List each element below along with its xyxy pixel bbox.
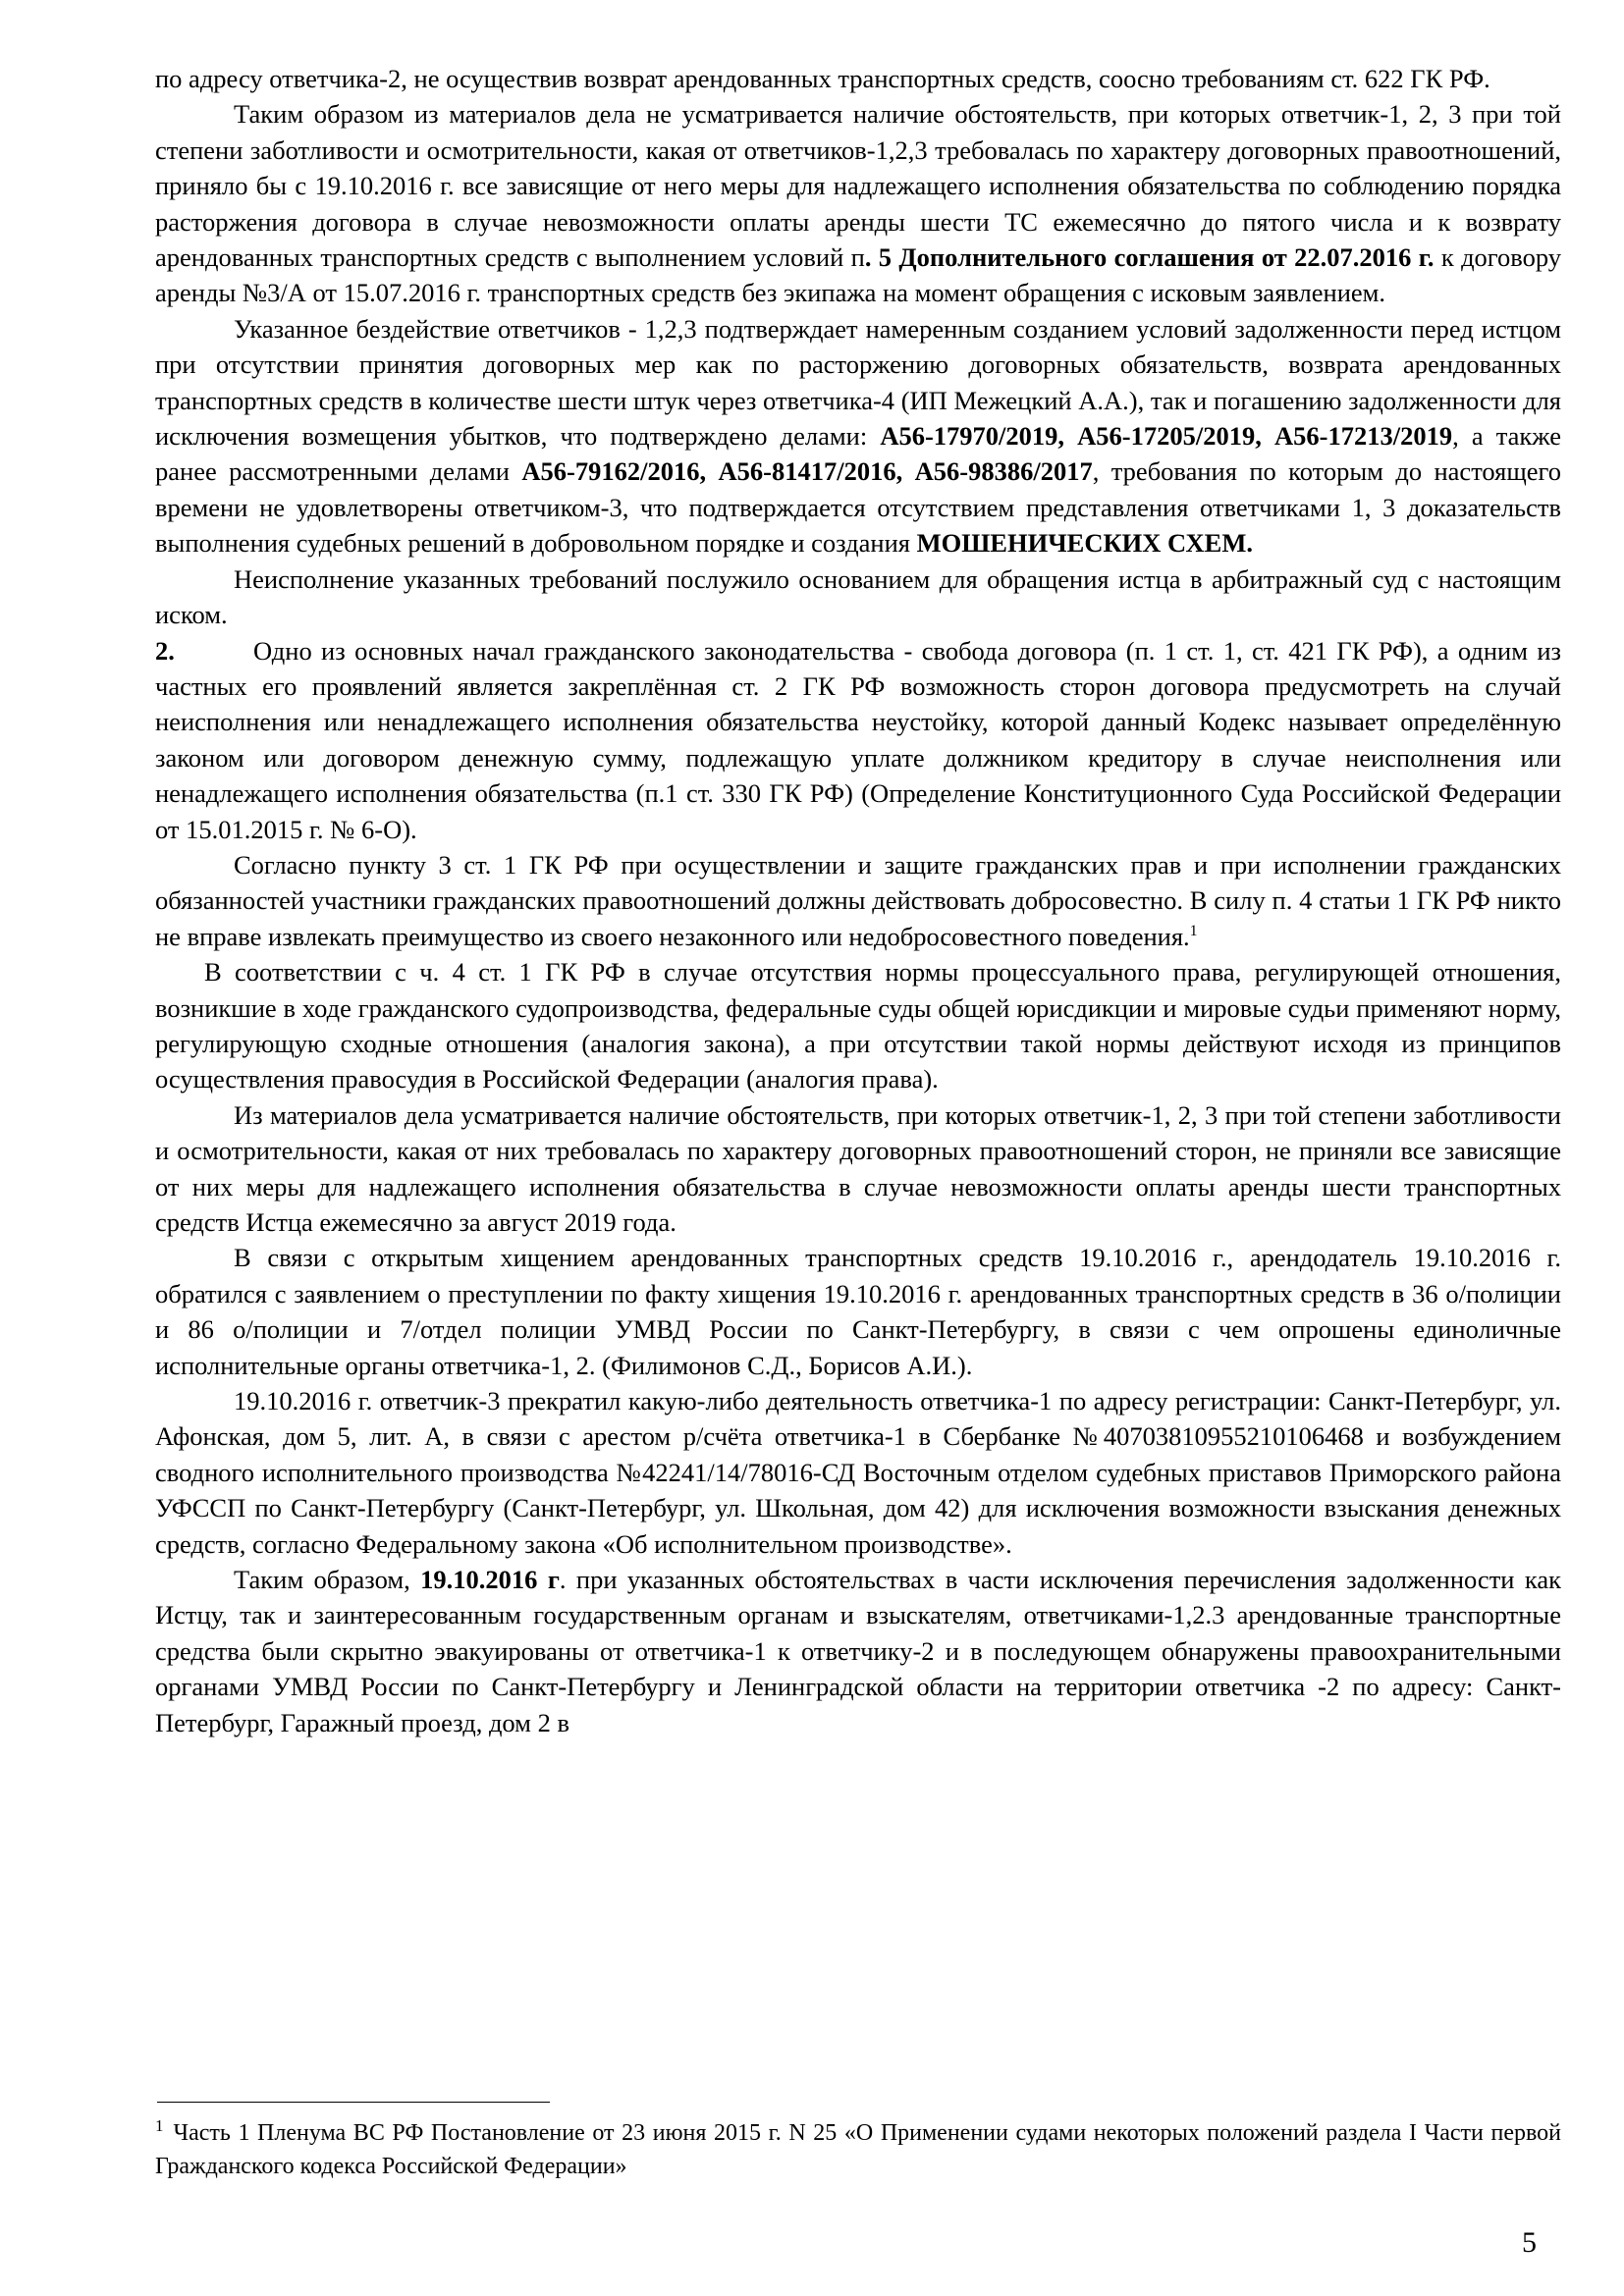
paragraph-text: Таким образом,: [234, 1565, 421, 1595]
paragraph: [155, 61, 1561, 96]
bold-emphasis: МОШЕНИЧЕСКИХ СХЕМ.: [916, 528, 1253, 559]
paragraph: [155, 954, 1561, 1097]
paragraph-text: . при указанных обстоятельствах в части исключения перечисления задолженности как Истцу, так и заинтересованным государственным органам и взыскателям, ответчиками-1,2.3 арендованные транспортные средства были скрытно эвакуированы от ответчика-1 к ответчику-2 и в последующем обнаружены правоохранительными органами УМВД России по Санкт-Петербургу и Ленинградской области на территории ответчика -2 по адресу: Санкт-Петербург, Гаражный проезд, дом 2 в: [155, 1565, 1561, 1737]
page-number: 5: [1522, 2226, 1537, 2259]
footnote: [155, 2116, 1561, 2183]
footnote-reference: 1: [1189, 922, 1198, 939]
paragraph-text: по адресу ответчика-2, не осуществив возврат арендованных транспортных средств, соосно требованиям ст. 622 ГК РФ.: [155, 64, 1490, 93]
paragraph-text: Из материалов дела усматривается наличие обстоятельств, при которых ответчик-1, 2, 3 при той степени заботливости и осмотрительности, какая от них требовалась по характеру договорных правоотношений сторон, не приняли все зависящие от них меры для надлежащего исполнения обязательства в случае невозможности оплаты аренды шести транспортных средств Истца ежемесячно за август 2019 года.: [155, 1099, 1561, 1237]
body-text: [155, 61, 1561, 1740]
paragraph-text: Указанное бездействие ответчиков - 1,2,3 подтверждает намеренным созданием условий задолженности перед истцом при отсутствии принятия договорных мер как по расторжению договорных обязательств, возврата арендованных транспортных средств в количестве шести штук через ответчика-4 (ИП Межецкий А.А.), так и погашению задолженности для исключения возмещения убытков, что подтверждено делами:: [155, 313, 1561, 452]
paragraph-text: 19.10.2016 г. ответчик-3 прекратил какую-либо деятельность ответчика-1 по адресу регистрации: Санкт-Петербург, ул. Афонская, дом 5, лит. А, в связи с арестом р/счёта ответчика-1 в Сбербанке №40703810955210106468 и возбуждением сводного исполнительного производства №42241/14/78016-СД Восточным отделом судебных приставов Приморского района УФССП по Санкт-Петербургу (Санкт-Петербург, ул. Школьная, дом 42) для исключения возможности взыскания денежных средств, согласно Федеральному закона «Об исполнительном производстве».: [155, 1386, 1561, 1559]
paragraph: [155, 561, 1561, 633]
bold-reference: . 5 Дополнительного соглашения от 22.07.2016 г.: [864, 242, 1435, 273]
paragraph: [155, 1097, 1561, 1241]
paragraph-text: В связи с открытым хищением арендованных транспортных средств 19.10.2016 г., арендодатель 19.10.2016 г. обратился с заявлением о преступлении по факту хищения 19.10.2016 г. арендованных транспортных средств в 36 о/полиции и 86 о/полиции и 7/отдел полиции УМВД России по Санкт-Петербургу, в связи с чем опрошены единоличные исполнительные органы ответчика-1, 2. (Филимонов С.Д., Борисов А.И.).: [155, 1243, 1561, 1380]
case-numbers: А56-17970/2019, А56-17205/2019, А56-17213/2019: [880, 421, 1453, 452]
numbered-paragraph: [155, 633, 1561, 847]
paragraph-text: , требования по которым до настоящего времени не удовлетворены ответчиком-3, что подтверждается отсутствием представления ответчиками 1, 3 доказательств выполнения судебных решений в добровольном порядке и создания: [155, 456, 1561, 559]
paragraph-text: Таким образом из материалов дела не усматривается наличие обстоятельств, при которых ответчик-1, 2, 3 при той степени заботливости и осмотрительности, какая от ответчиков-1,2,3 требовалась по характеру договорных правоотношений, приняло бы с 19.10.2016 г. все зависящие от него меры для надлежащего исполнения обязательства по соблюдению порядка расторжения договора в случае невозможности оплаты аренды шести ТС ежемесячно до пятого числа и к возврату арендованных транспортных средств с выполнением условий п: [155, 99, 1561, 273]
paragraph-text: Согласно пункту 3 ст. 1 ГК РФ при осуществлении и защите гражданских прав и при исполнении гражданских обязанностей участники гражданских правоотношений должны действовать добросовестно. В силу п. 4 статьи 1 ГК РФ никто не вправе извлекать преимущество из своего незаконного или недобросовестного поведения.: [155, 849, 1561, 951]
paragraph: [155, 847, 1561, 954]
paragraph: [155, 96, 1561, 310]
paragraph-text: к договору аренды №3/А от 15.07.2016 г. транспортных средств без экипажа на момент обращения с исковым заявлением.: [155, 242, 1561, 308]
paragraph: [155, 1383, 1561, 1562]
paragraph: [155, 1562, 1561, 1740]
footnote-number: 1: [155, 2116, 164, 2135]
paragraph-text: Неисполнение указанных требований послужило основанием для обращения истца в арбитражный суд с настоящим иском.: [155, 563, 1561, 630]
footnote-text: Часть 1 Пленума ВС РФ Постановление от 23 июня 2015 г. N 25 «О Применении судами некоторых положений раздела I Части первой Гражданского кодекса Российской Федерации»: [155, 2120, 1561, 2179]
paragraph-text: В соответствии с ч. 4 ст. 1 ГК РФ в случае отсутствия нормы процессуального права, регулирующей отношения, возникшие в ходе гражданского судопроизводства, федеральные суды общей юрисдикции и мировые судьи применяют норму, регулирующую сходные отношения (аналогия закона), а при отсутствии такой нормы действуют исходя из принципов осуществления правосудия в Российской Федерации (аналогия права).: [155, 957, 1561, 1095]
paragraph-text: Одно из основных начал гражданского законодательства - свобода договора (п. 1 ст. 1, ст. 421 ГК РФ), а одним из частных его проявлений является закреплённая ст. 2 ГК РФ возможность сторон договора предусмотреть на случай неисполнения или ненадлежащего исполнения обязательства неустойку, которой данный Кодекс называет определённую законом или договором денежную сумму, подлежащую уплате должником кредитору в случае неисполнения или ненадлежащего исполнения обязательства (п.1 ст. 330 ГК РФ) (Определение Конституционного Суда Российской Федерации от 15.01.2015 г. № 6-О).: [155, 635, 1561, 844]
paragraph-text: , а также ранее рассмотренными делами: [155, 421, 1561, 487]
paragraph: [155, 1240, 1561, 1383]
paragraph: [155, 311, 1561, 561]
bold-date: 19.10.2016 г: [420, 1565, 560, 1595]
case-numbers: А56-79162/2016, А56-81417/2016, А56-98386/2017: [521, 456, 1093, 487]
footnote-divider: [157, 2102, 550, 2103]
section-number: 2.: [155, 635, 175, 666]
